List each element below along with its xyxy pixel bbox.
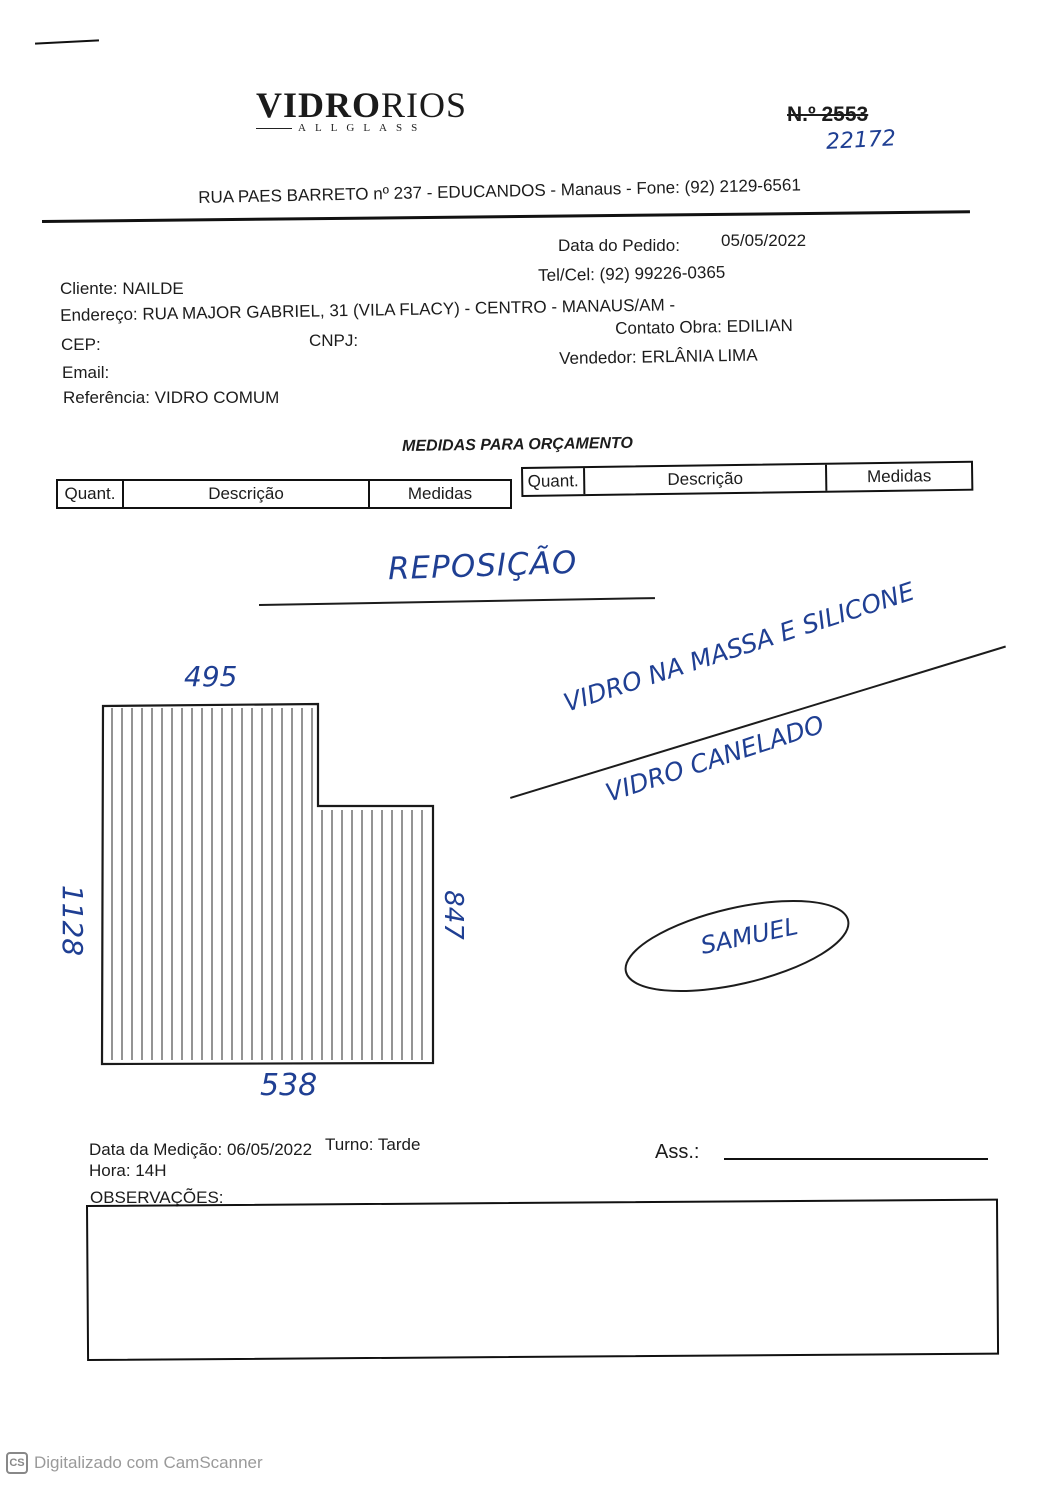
inspector-signature: SAMUEL (698, 912, 801, 960)
company-logo (256, 84, 467, 134)
crossed-note: VIDRO NA MASSA E SILICONE (560, 576, 918, 718)
seller-name: Vendedor: ERLÂNIA LIMA (559, 345, 758, 368)
glass-type-note: VIDRO CANELADO (602, 709, 828, 808)
cnpj-field: CNPJ: (309, 331, 359, 350)
dimension-bottom: 538 (260, 1068, 318, 1103)
reference-field: Referência: VIDRO COMUM (63, 388, 280, 407)
col-description: Descrição (124, 481, 370, 507)
scanner-watermark (6, 1452, 263, 1474)
client-address: Endereço: RUA MAJOR GABRIEL, 31 (VILA FLACY) - CENTRO - MANAUS/AM - (60, 295, 676, 325)
measure-date: Data da Medição: 06/05/2022 (89, 1140, 313, 1159)
col-quantity: Quant. (58, 481, 124, 507)
measures-table-right (521, 461, 973, 497)
shift: Turno: Tarde (325, 1135, 421, 1154)
order-date-value: 05/05/2022 (721, 231, 807, 250)
company-address: RUA PAES BARRETO nº 237 - EDUCANDOS - Manaus - Fone: (92) 2129-6561 (198, 175, 801, 207)
dimension-top: 495 (184, 660, 238, 693)
printed-order-number: N.º 2553 (787, 103, 869, 126)
scanner-label: Digitalizado com CamScanner (34, 1453, 263, 1472)
measures-title: MEDIDAS PARA ORÇAMENTO (402, 434, 634, 455)
signature-line (724, 1158, 988, 1160)
email-field: Email: (62, 363, 110, 382)
pen-mark (35, 39, 99, 44)
camscanner-icon: CS (6, 1452, 28, 1474)
dimension-left: 1128 (56, 884, 90, 957)
col-measures: Medidas (866, 466, 932, 487)
handwritten-order-number: 22172 (825, 126, 897, 155)
title-underline (259, 597, 655, 606)
cep-field: CEP: (61, 335, 101, 354)
observations-box (86, 1199, 999, 1361)
strike-line (510, 646, 1006, 799)
col-measures: Medidas (407, 484, 473, 503)
logo-bold-text: VIDRO (256, 85, 382, 125)
header-divider (42, 210, 970, 223)
logo-subtitle: ALLGLASS (298, 122, 427, 134)
dimension-right: 847 (437, 890, 468, 940)
logo-thin-text: RIOS (381, 85, 468, 125)
client-name: Cliente: NAILDE (60, 279, 184, 298)
handwritten-title: REPOSIÇÃO (387, 544, 578, 588)
signature-label: Ass.: (655, 1141, 700, 1163)
glass-sketch (90, 690, 450, 1080)
measures-table-left (56, 479, 512, 509)
col-description: Descrição (585, 465, 827, 494)
order-date-label: Data do Pedido: (558, 236, 680, 255)
client-phone: Tel/Cel: (92) 99226-0365 (538, 262, 726, 285)
hour: Hora: 14H (89, 1161, 167, 1180)
observations-label: OBSERVAÇÕES: (90, 1188, 224, 1207)
site-contact: Contato Obra: EDILIAN (615, 315, 793, 338)
col-quantity: Quant. (523, 468, 585, 495)
